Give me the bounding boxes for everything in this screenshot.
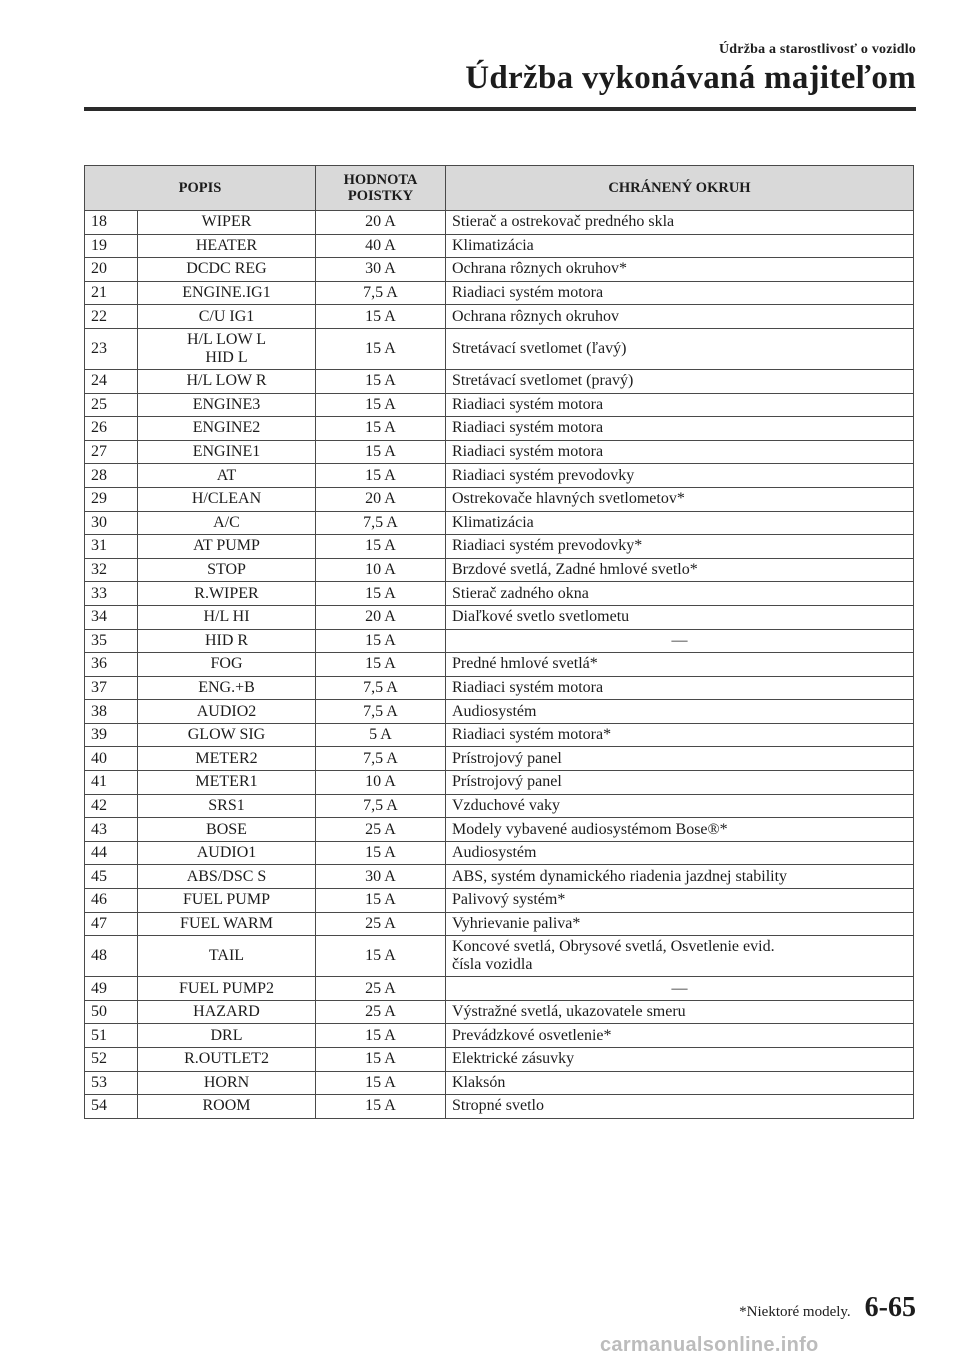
protected-circuit-cell: Vzduchové vaky [446, 794, 914, 818]
protected-circuit-cell: Klaksón [446, 1071, 914, 1095]
fuse-number-cell: 33 [85, 582, 138, 606]
fuse-rating-cell: 15 A [316, 936, 446, 977]
fuse-name-cell: FOG [138, 653, 316, 677]
table-row [85, 558, 914, 582]
fuse-name-cell: A/C [138, 511, 316, 535]
table-row [85, 605, 914, 629]
protected-circuit-cell: Audiosystém [446, 700, 914, 724]
table-row [85, 700, 914, 724]
table-row [85, 629, 914, 653]
column-header-fuse-rating [316, 166, 446, 211]
fuse-rating-cell: 7,5 A [316, 747, 446, 771]
fuse-name-cell: HAZARD [138, 1000, 316, 1024]
fuse-number-cell: 52 [85, 1048, 138, 1072]
fuse-number-cell: 20 [85, 258, 138, 282]
page-number: 6-65 [864, 1292, 916, 1323]
table-row [85, 369, 914, 393]
fuse-rating-cell: 40 A [316, 234, 446, 258]
fuse-name-cell: FUEL PUMP [138, 889, 316, 913]
fuse-number-cell: 51 [85, 1024, 138, 1048]
header-row [85, 166, 914, 211]
table-row [85, 258, 914, 282]
fuse-rating-cell: 25 A [316, 977, 446, 1001]
fuse-number-cell: 48 [85, 936, 138, 977]
protected-circuit-cell: Stierač zadného okna [446, 582, 914, 606]
fuse-name-cell: SRS1 [138, 794, 316, 818]
fuse-rating-cell: 15 A [316, 1071, 446, 1095]
fuse-name-cell: STOP [138, 558, 316, 582]
fuse-number-cell: 19 [85, 234, 138, 258]
protected-circuit-cell: Stropné svetlo [446, 1095, 914, 1119]
column-header-fuse-rating-label: HODNOTA POISTKY [343, 172, 418, 204]
table-row [85, 1071, 914, 1095]
fuse-rating-cell: 5 A [316, 723, 446, 747]
fuse-rating-cell: 30 A [316, 258, 446, 282]
fuse-number-cell: 32 [85, 558, 138, 582]
protected-circuit-cell: Klimatizácia [446, 234, 914, 258]
fuse-name-cell: WIPER [138, 211, 316, 235]
fuse-number-cell: 41 [85, 771, 138, 795]
fuse-name-cell: FUEL WARM [138, 912, 316, 936]
protected-circuit-cell: Ostrekovače hlavných svetlometov* [446, 487, 914, 511]
fuse-table-body [85, 211, 914, 1119]
table-row [85, 234, 914, 258]
table-row [85, 281, 914, 305]
fuse-rating-cell: 10 A [316, 771, 446, 795]
fuse-rating-cell: 15 A [316, 629, 446, 653]
fuse-name-cell: DCDC REG [138, 258, 316, 282]
fuse-number-cell: 25 [85, 393, 138, 417]
footnote: *Niektoré modely. [739, 1304, 851, 1320]
fuse-name-cell: ENGINE.IG1 [138, 281, 316, 305]
fuse-rating-cell: 7,5 A [316, 700, 446, 724]
protected-circuit-cell: Stierač a ostrekovač predného skla [446, 211, 914, 235]
fuse-number-cell: 26 [85, 417, 138, 441]
fuse-name-cell: AUDIO2 [138, 700, 316, 724]
fuse-rating-cell: 15 A [316, 889, 446, 913]
table-row [85, 464, 914, 488]
fuse-name-cell: METER2 [138, 747, 316, 771]
fuse-name-cell: ENGINE1 [138, 440, 316, 464]
fuse-rating-cell: 25 A [316, 1000, 446, 1024]
protected-circuit-cell: Riadiaci systém motora [446, 417, 914, 441]
protected-circuit-cell: Riadiaci systém motora [446, 281, 914, 305]
protected-circuit-cell: Vyhrievanie paliva* [446, 912, 914, 936]
fuse-number-cell: 46 [85, 889, 138, 913]
protected-circuit-cell: Ochrana rôznych okruhov* [446, 258, 914, 282]
table-row [85, 535, 914, 559]
table-row [85, 393, 914, 417]
table-row [85, 440, 914, 464]
fuse-rating-cell: 15 A [316, 1048, 446, 1072]
fuse-name-cell: ENG.+B [138, 676, 316, 700]
fuse-rating-cell: 15 A [316, 653, 446, 677]
protected-circuit-cell: Modely vybavené audiosystémom Bose®* [446, 818, 914, 842]
fuse-number-cell: 29 [85, 487, 138, 511]
fuse-number-cell: 53 [85, 1071, 138, 1095]
table-row [85, 211, 914, 235]
table-row [85, 865, 914, 889]
fuse-rating-cell: 15 A [316, 417, 446, 441]
fuse-number-cell: 40 [85, 747, 138, 771]
fuse-number-cell: 21 [85, 281, 138, 305]
table-row [85, 582, 914, 606]
table-row [85, 305, 914, 329]
protected-circuit-cell: Riadiaci systém motora [446, 440, 914, 464]
table-row [85, 977, 914, 1001]
fuse-number-cell: 28 [85, 464, 138, 488]
fuse-rating-cell: 7,5 A [316, 281, 446, 305]
table-row [85, 841, 914, 865]
fuse-name-cell: ABS/DSC S [138, 865, 316, 889]
column-header-protected-circuit [446, 166, 914, 211]
fuse-number-cell: 31 [85, 535, 138, 559]
protected-circuit-cell: Predné hmlové svetlá* [446, 653, 914, 677]
fuse-number-cell: 23 [85, 328, 138, 369]
fuse-rating-cell: 20 A [316, 211, 446, 235]
table-row [85, 1024, 914, 1048]
table-row [85, 912, 914, 936]
table-row [85, 1048, 914, 1072]
fuse-number-cell: 45 [85, 865, 138, 889]
protected-circuit-cell: Prevádzkové osvetlenie* [446, 1024, 914, 1048]
fuse-rating-cell: 15 A [316, 440, 446, 464]
page-footer [739, 1292, 916, 1324]
fuse-rating-cell: 15 A [316, 841, 446, 865]
fuse-number-cell: 49 [85, 977, 138, 1001]
table-row [85, 936, 914, 977]
table-row [85, 676, 914, 700]
fuse-number-cell: 27 [85, 440, 138, 464]
fuse-table [84, 165, 914, 1119]
fuse-name-cell: AT [138, 464, 316, 488]
page-title: Údržba vykonávaná majiteľom [465, 60, 916, 96]
protected-circuit-cell: Prístrojový panel [446, 771, 914, 795]
column-header-description-label: POPIS [178, 180, 222, 196]
protected-circuit-cell: Riadiaci systém prevodovky* [446, 535, 914, 559]
fuse-number-cell: 35 [85, 629, 138, 653]
fuse-rating-cell: 7,5 A [316, 794, 446, 818]
table-row [85, 771, 914, 795]
fuse-number-cell: 43 [85, 818, 138, 842]
protected-circuit-cell: Palivový systém* [446, 889, 914, 913]
fuse-number-cell: 30 [85, 511, 138, 535]
protected-circuit-cell: — [446, 977, 914, 1001]
protected-circuit-cell: Brzdové svetlá, Zadné hmlové svetlo* [446, 558, 914, 582]
fuse-table-header [85, 166, 914, 211]
fuse-rating-cell: 7,5 A [316, 676, 446, 700]
fuse-rating-cell: 15 A [316, 305, 446, 329]
fuse-name-cell: H/L LOW R [138, 369, 316, 393]
table-row [85, 1000, 914, 1024]
column-header-description [85, 166, 316, 211]
protected-circuit-cell: Diaľkové svetlo svetlometu [446, 605, 914, 629]
column-header-protected-circuit-label: CHRÁNENÝ OKRUH [608, 180, 751, 196]
protected-circuit-cell: Audiosystém [446, 841, 914, 865]
fuse-rating-cell: 7,5 A [316, 511, 446, 535]
protected-circuit-cell: Riadiaci systém motora* [446, 723, 914, 747]
fuse-rating-cell: 15 A [316, 328, 446, 369]
protected-circuit-cell: Stretávací svetlomet (ľavý) [446, 328, 914, 369]
fuse-number-cell: 39 [85, 723, 138, 747]
fuse-number-cell: 44 [85, 841, 138, 865]
fuse-name-cell: AUDIO1 [138, 841, 316, 865]
fuse-name-cell: BOSE [138, 818, 316, 842]
protected-circuit-cell: Výstražné svetlá, ukazovatele smeru [446, 1000, 914, 1024]
table-row [85, 1095, 914, 1119]
protected-circuit-cell: Klimatizácia [446, 511, 914, 535]
fuse-name-cell: ROOM [138, 1095, 316, 1119]
table-row [85, 511, 914, 535]
fuse-rating-cell: 25 A [316, 912, 446, 936]
table-row [85, 747, 914, 771]
section-title: Údržba a starostlivosť o vozidlo [719, 42, 916, 57]
fuse-number-cell: 47 [85, 912, 138, 936]
fuse-name-cell: ENGINE2 [138, 417, 316, 441]
fuse-number-cell: 50 [85, 1000, 138, 1024]
fuse-number-cell: 38 [85, 700, 138, 724]
fuse-rating-cell: 15 A [316, 1095, 446, 1119]
fuse-name-cell: H/L HI [138, 605, 316, 629]
fuse-name-cell: METER1 [138, 771, 316, 795]
fuse-rating-cell: 15 A [316, 535, 446, 559]
protected-circuit-cell: Ochrana rôznych okruhov [446, 305, 914, 329]
fuse-name-cell: H/CLEAN [138, 487, 316, 511]
fuse-number-cell: 22 [85, 305, 138, 329]
fuse-rating-cell: 15 A [316, 369, 446, 393]
table-row [85, 487, 914, 511]
fuse-rating-cell: 25 A [316, 818, 446, 842]
fuse-name-cell: R.OUTLET2 [138, 1048, 316, 1072]
protected-circuit-cell: — [446, 629, 914, 653]
table-row [85, 328, 914, 369]
fuse-rating-cell: 10 A [316, 558, 446, 582]
fuse-number-cell: 24 [85, 369, 138, 393]
fuse-number-cell: 37 [85, 676, 138, 700]
fuse-name-cell: H/L LOW L HID L [138, 328, 316, 369]
fuse-rating-cell: 15 A [316, 393, 446, 417]
table-row [85, 889, 914, 913]
header-divider [84, 107, 916, 111]
fuse-rating-cell: 20 A [316, 487, 446, 511]
fuse-name-cell: DRL [138, 1024, 316, 1048]
fuse-name-cell: C/U IG1 [138, 305, 316, 329]
protected-circuit-cell: Riadiaci systém prevodovky [446, 464, 914, 488]
protected-circuit-cell: Elektrické zásuvky [446, 1048, 914, 1072]
table-row [85, 417, 914, 441]
protected-circuit-cell: ABS, systém dynamického riadenia jazdnej stability [446, 865, 914, 889]
fuse-rating-cell: 30 A [316, 865, 446, 889]
table-row [85, 723, 914, 747]
fuse-number-cell: 42 [85, 794, 138, 818]
fuse-name-cell: AT PUMP [138, 535, 316, 559]
table-row [85, 818, 914, 842]
fuse-number-cell: 36 [85, 653, 138, 677]
protected-circuit-cell: Koncové svetlá, Obrysové svetlá, Osvetlenie evid. čísla vozidla [446, 936, 914, 977]
fuse-name-cell: FUEL PUMP2 [138, 977, 316, 1001]
protected-circuit-cell: Riadiaci systém motora [446, 393, 914, 417]
fuse-number-cell: 34 [85, 605, 138, 629]
fuse-rating-cell: 15 A [316, 1024, 446, 1048]
fuse-number-cell: 54 [85, 1095, 138, 1119]
protected-circuit-cell: Riadiaci systém motora [446, 676, 914, 700]
fuse-number-cell: 18 [85, 211, 138, 235]
fuse-name-cell: TAIL [138, 936, 316, 977]
protected-circuit-cell: Stretávací svetlomet (pravý) [446, 369, 914, 393]
watermark: carmanualsonline.info [600, 1334, 819, 1356]
table-row [85, 794, 914, 818]
fuse-rating-cell: 15 A [316, 582, 446, 606]
fuse-name-cell: HORN [138, 1071, 316, 1095]
fuse-name-cell: R.WIPER [138, 582, 316, 606]
fuse-rating-cell: 15 A [316, 464, 446, 488]
table-row [85, 653, 914, 677]
fuse-name-cell: HID R [138, 629, 316, 653]
fuse-rating-cell: 20 A [316, 605, 446, 629]
protected-circuit-cell: Prístrojový panel [446, 747, 914, 771]
fuse-name-cell: HEATER [138, 234, 316, 258]
fuse-name-cell: GLOW SIG [138, 723, 316, 747]
fuse-name-cell: ENGINE3 [138, 393, 316, 417]
